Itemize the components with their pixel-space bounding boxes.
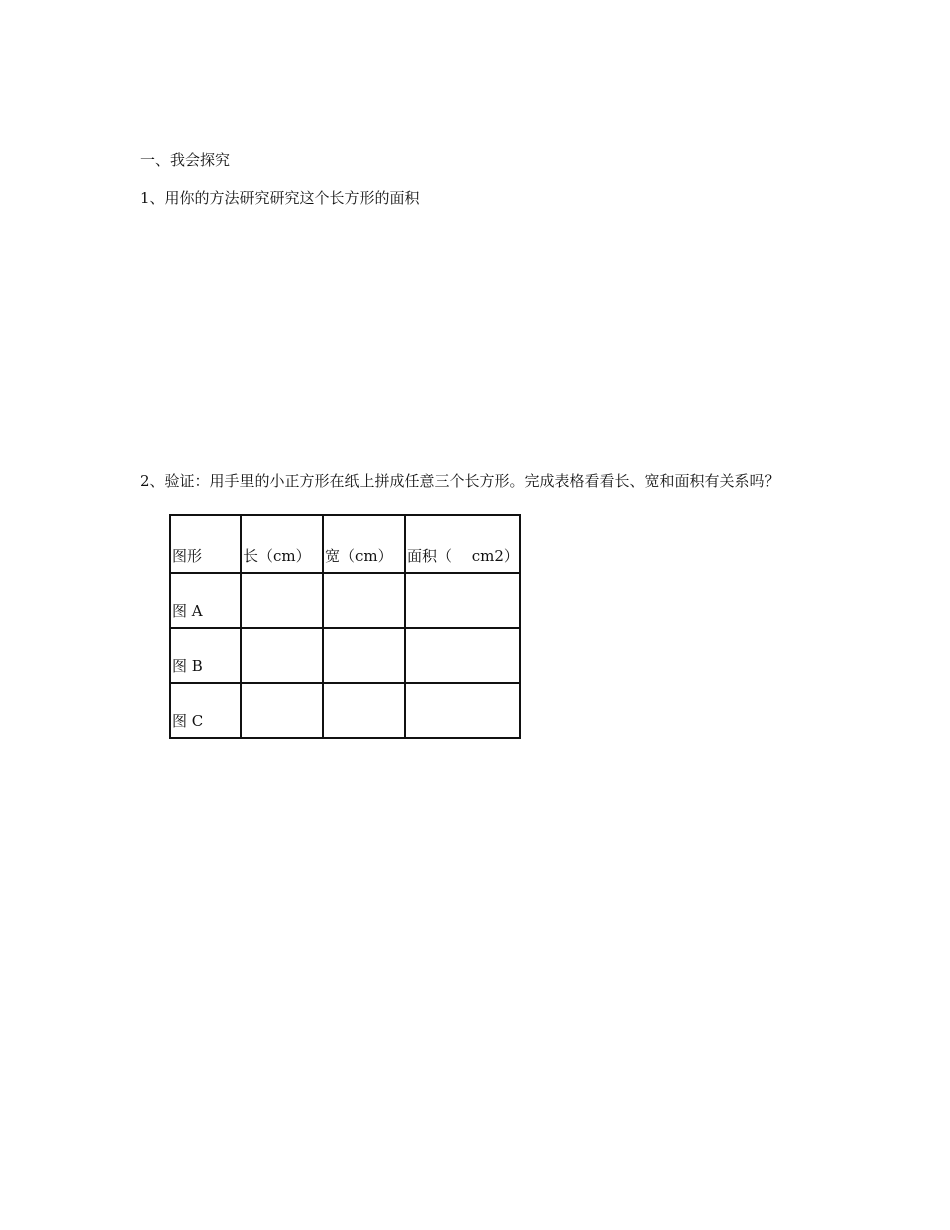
- table-row: [170, 573, 520, 628]
- row-label: 图 C: [170, 683, 241, 738]
- header-length: 长（cm）: [241, 515, 323, 573]
- header-width: 宽（cm）: [323, 515, 405, 573]
- answer-table: [169, 514, 521, 739]
- length-cell[interactable]: [241, 683, 323, 738]
- table-row: [170, 628, 520, 683]
- area-cell[interactable]: [405, 683, 520, 738]
- header-shape: 图形: [170, 515, 241, 573]
- length-cell[interactable]: [241, 628, 323, 683]
- row-label: 图 B: [170, 628, 241, 683]
- length-cell[interactable]: [241, 573, 323, 628]
- table-header-row: [170, 515, 520, 573]
- width-cell[interactable]: [323, 683, 405, 738]
- area-cell[interactable]: [405, 628, 520, 683]
- width-cell[interactable]: [323, 628, 405, 683]
- question-2: 2、验证：用手里的小正方形在纸上拼成任意三个长方形。完成表格看看长、宽和面积有关系吗？: [140, 472, 780, 490]
- header-area: 面积（ cm2）: [405, 515, 520, 573]
- question-1: 1、用你的方法研究研究这个长方形的面积: [140, 189, 420, 207]
- width-cell[interactable]: [323, 573, 405, 628]
- table-row: [170, 683, 520, 738]
- row-label: 图 A: [170, 573, 241, 628]
- section-heading: 一、我会探究: [140, 151, 231, 169]
- area-cell[interactable]: [405, 573, 520, 628]
